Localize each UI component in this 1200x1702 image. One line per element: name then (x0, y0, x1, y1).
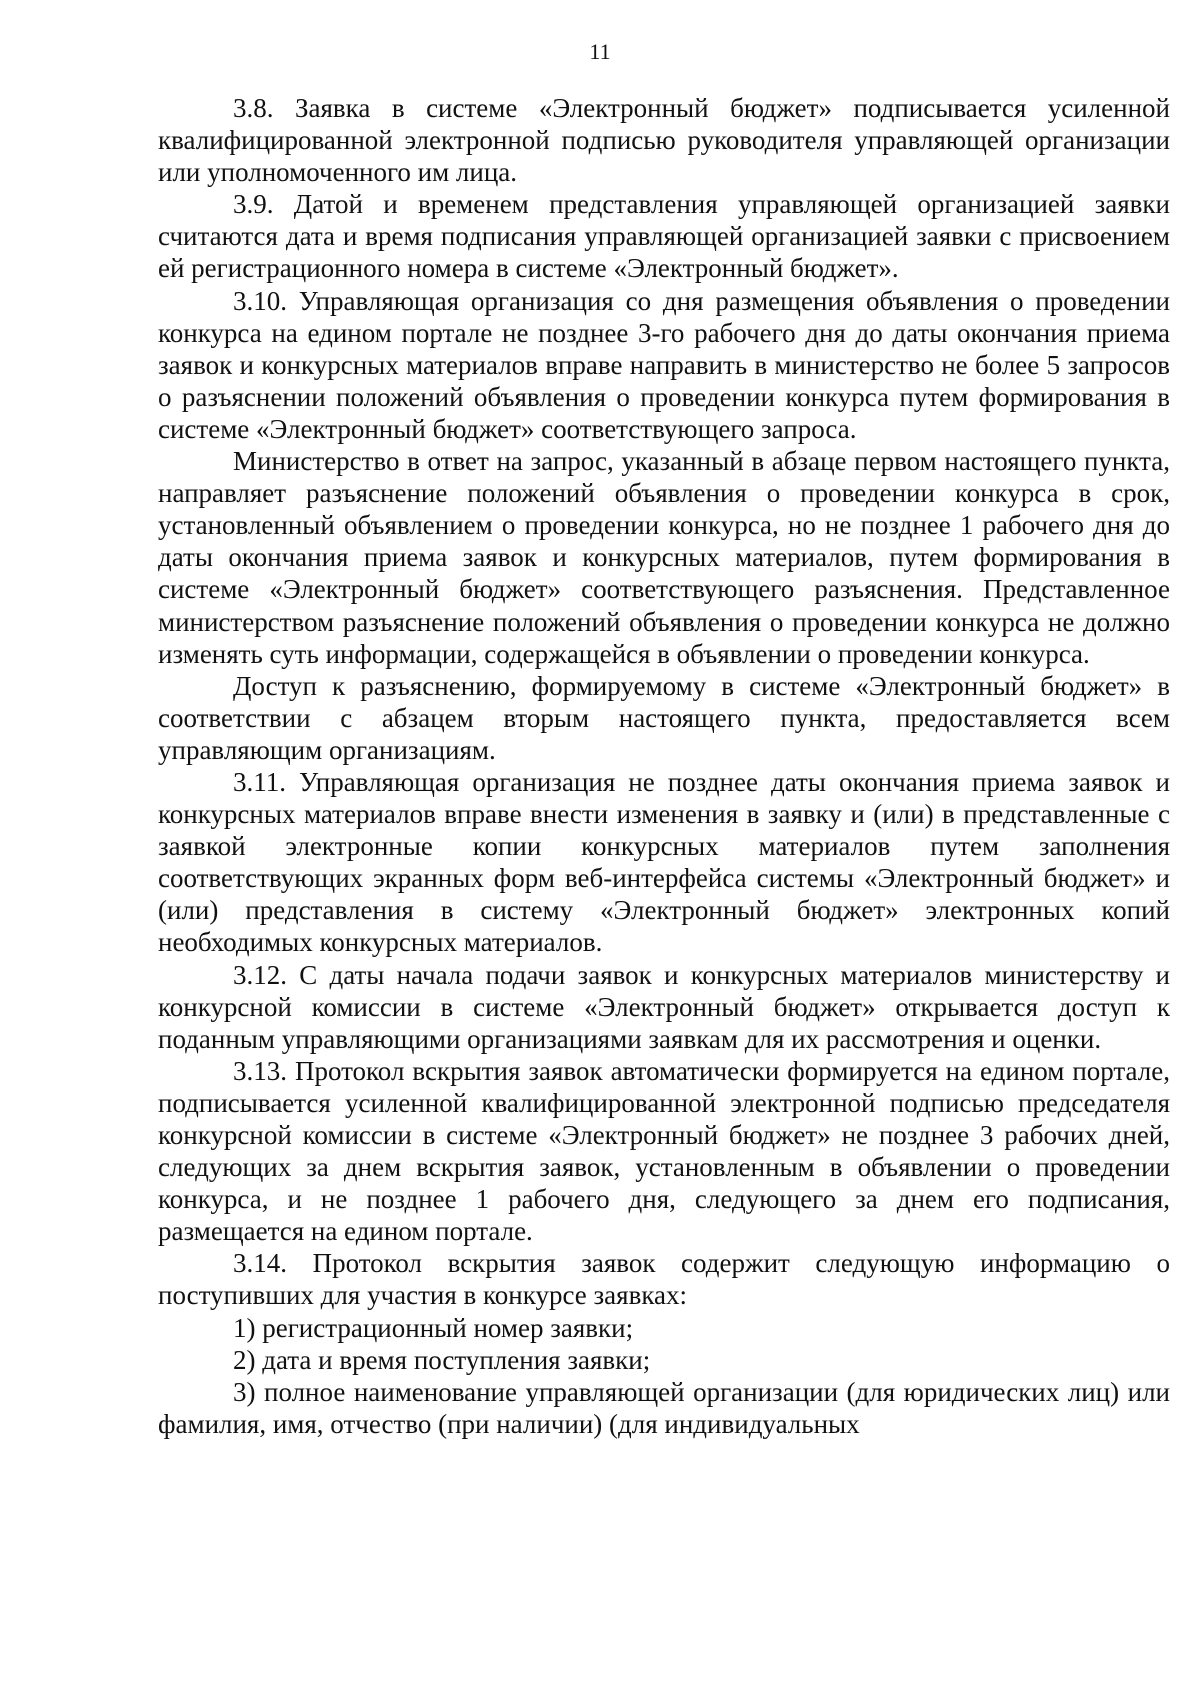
paragraph-3-10-second: Министерство в ответ на запрос, указанный в абзаце первом настоящего пункта, направляет разъяснение положений объявления о проведении конкурса в срок, установленный объявлением о проведении конкурса, но не позднее 1 рабочего дня до даты окончания приема заявок и конкурсных материалов, путем формирования в системе «Электронный бюджет» соответствующего разъяснения. Представленное министерством разъяснение положений объявления о проведении конкурса не должно изменять суть информации, содержащейся в объявлении о проведении конкурса. (158, 446, 1170, 669)
paragraph-3-12: 3.12. С даты начала подачи заявок и конкурсных материалов министерству и конкурсной комиссии в системе «Электронный бюджет» открывается доступ к поданным управляющими организациями заявкам для их рассмотрения и оценки. (158, 959, 1170, 1054)
list-item-1: 1) регистрационный номер заявки; (233, 1312, 634, 1343)
paragraph-3-14: 3.14. Протокол вскрытия заявок содержит следующую информацию о поступивших для участия в конкурсе заявках: (158, 1248, 1170, 1311)
paragraph-3-8: 3.8. Заявка в системе «Электронный бюджет» подписывается усиленной квалифицированной электронной подписью руководителя управляющей организации или уполномоченного им лица. (158, 93, 1170, 188)
paragraph-3-9: 3.9. Датой и временем представления управляющей организацией заявки считаются дата и время подписания управляющей организацией заявки с присвоением ей регистрационного номера в системе «Электронный бюджет». (158, 189, 1170, 284)
list-item-3: 3) полное наименование управляющей организации (для юридических лиц) или фамилия, имя, отчество (при наличии) (для индивидуальных (158, 1376, 1170, 1439)
document-body (158, 92, 1170, 1440)
page-number: 11 (589, 39, 611, 64)
list-item-2: 2) дата и время поступления заявки; (233, 1344, 651, 1375)
paragraph-3-13: 3.13. Протокол вскрытия заявок автоматически формируется на едином портале, подписывается усиленной квалифицированной электронной подписью председателя конкурсной комиссии в системе «Электронный бюджет» не позднее 3 рабочих дней, следующих за днем вскрытия заявок, установленным в объявлении о проведении конкурса, и не позднее 1 рабочего дня, следующего за днем его подписания, размещается на едином портале. (158, 1055, 1170, 1247)
paragraph-3-11: 3.11. Управляющая организация не позднее даты окончания приема заявок и конкурсных материалов вправе внести изменения в заявку и (или) в представленные с заявкой электронные копии конкурсных материалов путем заполнения соответствующих экранных форм веб-интерфейса системы «Электронный бюджет» и (или) представления в систему «Электронный бюджет» электронных копий необходимых конкурсных материалов. (158, 766, 1170, 958)
paragraph-3-10-third: Доступ к разъяснению, формируемому в системе «Электронный бюджет» в соответствии с абзацем вторым настоящего пункта, предоставляется всем управляющим организациям. (158, 670, 1170, 765)
paragraph-3-10: 3.10. Управляющая организация со дня размещения объявления о проведении конкурса на едином портале не позднее 3-го рабочего дня до даты окончания приема заявок и конкурсных материалов вправе направить в министерство не более 5 запросов о разъяснении положений объявления о проведении конкурса путем формирования в системе «Электронный бюджет» соответствующего запроса. (158, 285, 1170, 444)
